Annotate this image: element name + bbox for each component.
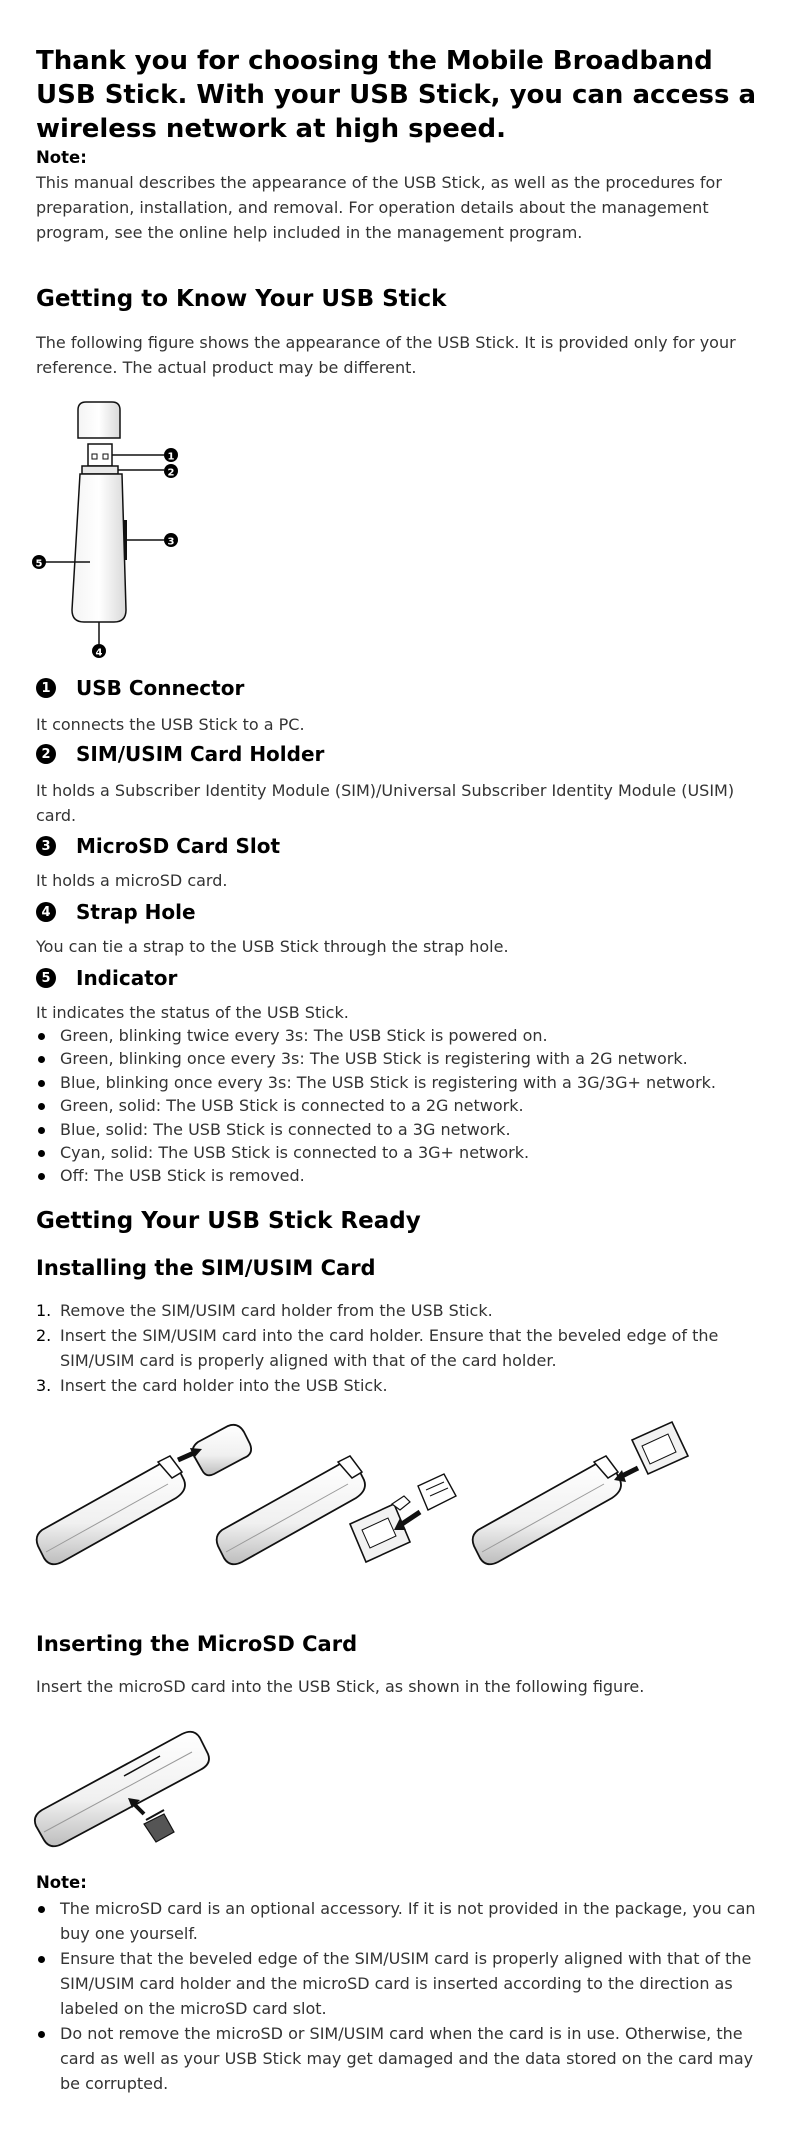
list-item: Cyan, solid: The USB Stick is connected to a 3G+ network. bbox=[36, 1141, 776, 1164]
part-title: Indicator bbox=[76, 966, 178, 990]
step1-stick bbox=[37, 1456, 185, 1564]
part-text-microsd-slot: It holds a microSD card. bbox=[36, 871, 228, 890]
list-item: Do not remove the microSD or SIM/USIM card when the card is in use. Otherwise, the card as well as your USB Stick may get damaged and the data stored on the card may be corrupted. bbox=[36, 2021, 776, 2096]
section-heading-know: Getting to Know Your USB Stick bbox=[36, 286, 447, 312]
svg-text:4: 4 bbox=[95, 647, 103, 659]
step2-sim-card bbox=[418, 1474, 456, 1510]
step2-stick bbox=[217, 1456, 365, 1564]
part-heading-indicator bbox=[36, 966, 177, 990]
part-text-indicator: It indicates the status of the USB Stick. bbox=[36, 1003, 349, 1022]
microsd-stick bbox=[35, 1732, 209, 1847]
part-text-sim-holder: It holds a Subscriber Identity Module (SIM)/Universal Subscriber Identity Module (USIM) card. bbox=[36, 781, 735, 825]
list-item: Blue, blinking once every 3s: The USB Stick is registering with a 3G/3G+ network. bbox=[36, 1071, 776, 1094]
usb-cap bbox=[78, 402, 120, 438]
know-intro-text: The following figure shows the appearance of the USB Stick. It is provided only for your reference. The actual product may be different. bbox=[36, 333, 736, 377]
part-heading-sim-holder bbox=[36, 742, 324, 766]
list-item: 3. Insert the card holder into the USB Stick. bbox=[36, 1376, 388, 1395]
list-item: The microSD card is an optional accessory. If it is not provided in the package, you can buy one yourself. bbox=[36, 1896, 776, 1946]
indicator-states-list bbox=[36, 1024, 776, 1188]
part-title: MicroSD Card Slot bbox=[76, 834, 281, 858]
usb-stick-figure bbox=[30, 400, 230, 670]
list-item: Green, solid: The USB Stick is connected to a 2G network. bbox=[36, 1094, 776, 1117]
step3-card-holder bbox=[632, 1422, 688, 1474]
usb-connector bbox=[88, 444, 112, 466]
part-heading-strap-hole bbox=[36, 900, 196, 924]
part-number-badge: 5 bbox=[36, 968, 56, 988]
microsd-intro-text: Insert the microSD card into the USB Stick, as shown in the following figure. bbox=[36, 1677, 645, 1696]
final-note-label: Note: bbox=[36, 1873, 87, 1892]
microsd-card bbox=[144, 1810, 174, 1842]
part-number-badge: 3 bbox=[36, 836, 56, 856]
microsd-insert-figure bbox=[32, 1710, 232, 1850]
part-text-usb-connector: It connects the USB Stick to a PC. bbox=[36, 715, 305, 734]
callout-2 bbox=[164, 464, 178, 479]
part-number-badge: 4 bbox=[36, 902, 56, 922]
list-item: 1. Remove the SIM/USIM card holder from the USB Stick. bbox=[36, 1301, 493, 1320]
list-item: Green, blinking once every 3s: The USB Stick is registering with a 2G network. bbox=[36, 1047, 776, 1070]
callout-3 bbox=[164, 533, 178, 548]
part-number-badge: 1 bbox=[36, 678, 56, 698]
part-title: USB Connector bbox=[76, 676, 245, 700]
sim-steps-list bbox=[36, 1298, 776, 1398]
part-heading-microsd-slot bbox=[36, 834, 280, 858]
subsection-heading-sim: Installing the SIM/USIM Card bbox=[36, 1256, 376, 1280]
list-item: Blue, solid: The USB Stick is connected to a 3G network. bbox=[36, 1118, 776, 1141]
svg-text:1: 1 bbox=[167, 451, 175, 463]
list-item: Ensure that the beveled edge of the SIM/USIM card is properly aligned with that of the SIM/USIM card holder and the microSD card is inserted according to the direction as labeled on the microSD card slot. bbox=[36, 1946, 776, 2021]
list-item: 2. Insert the SIM/USIM card into the card holder. Ensure that the beveled edge of the SIM/USIM card is properly aligned with that of the card holder. bbox=[36, 1326, 719, 1370]
list-item: Off: The USB Stick is removed. bbox=[36, 1164, 776, 1187]
callout-4 bbox=[92, 644, 106, 659]
page-title: Thank you for choosing the Mobile Broadband USB Stick. With your USB Stick, you can access a wireless network at high speed. bbox=[36, 46, 757, 144]
step1-cap bbox=[193, 1425, 251, 1475]
intro-note-text: This manual describes the appearance of the USB Stick, as well as the procedures for preparation, installation, and removal. For operation details about the management program, see the online help included in the management program. bbox=[36, 173, 722, 242]
intro-note-label: Note: bbox=[36, 148, 87, 167]
step3-stick bbox=[473, 1456, 621, 1564]
sim-holder bbox=[82, 466, 118, 474]
part-title: Strap Hole bbox=[76, 900, 196, 924]
svg-text:3: 3 bbox=[167, 536, 175, 548]
final-note-list bbox=[36, 1896, 776, 2096]
svg-text:5: 5 bbox=[35, 558, 43, 570]
part-heading-usb-connector bbox=[36, 676, 244, 700]
usb-body bbox=[72, 474, 127, 632]
callout-1 bbox=[164, 448, 178, 463]
part-title: SIM/USIM Card Holder bbox=[76, 742, 325, 766]
callout-5 bbox=[32, 555, 46, 570]
subsection-heading-microsd: Inserting the MicroSD Card bbox=[36, 1632, 358, 1656]
section-heading-ready: Getting Your USB Stick Ready bbox=[36, 1208, 421, 1234]
part-text-strap-hole: You can tie a strap to the USB Stick through the strap hole. bbox=[36, 937, 509, 956]
list-item: Green, blinking twice every 3s: The USB Stick is powered on. bbox=[36, 1024, 776, 1047]
svg-text:2: 2 bbox=[167, 467, 175, 479]
part-number-badge: 2 bbox=[36, 744, 56, 764]
sim-install-figure bbox=[32, 1412, 692, 1602]
